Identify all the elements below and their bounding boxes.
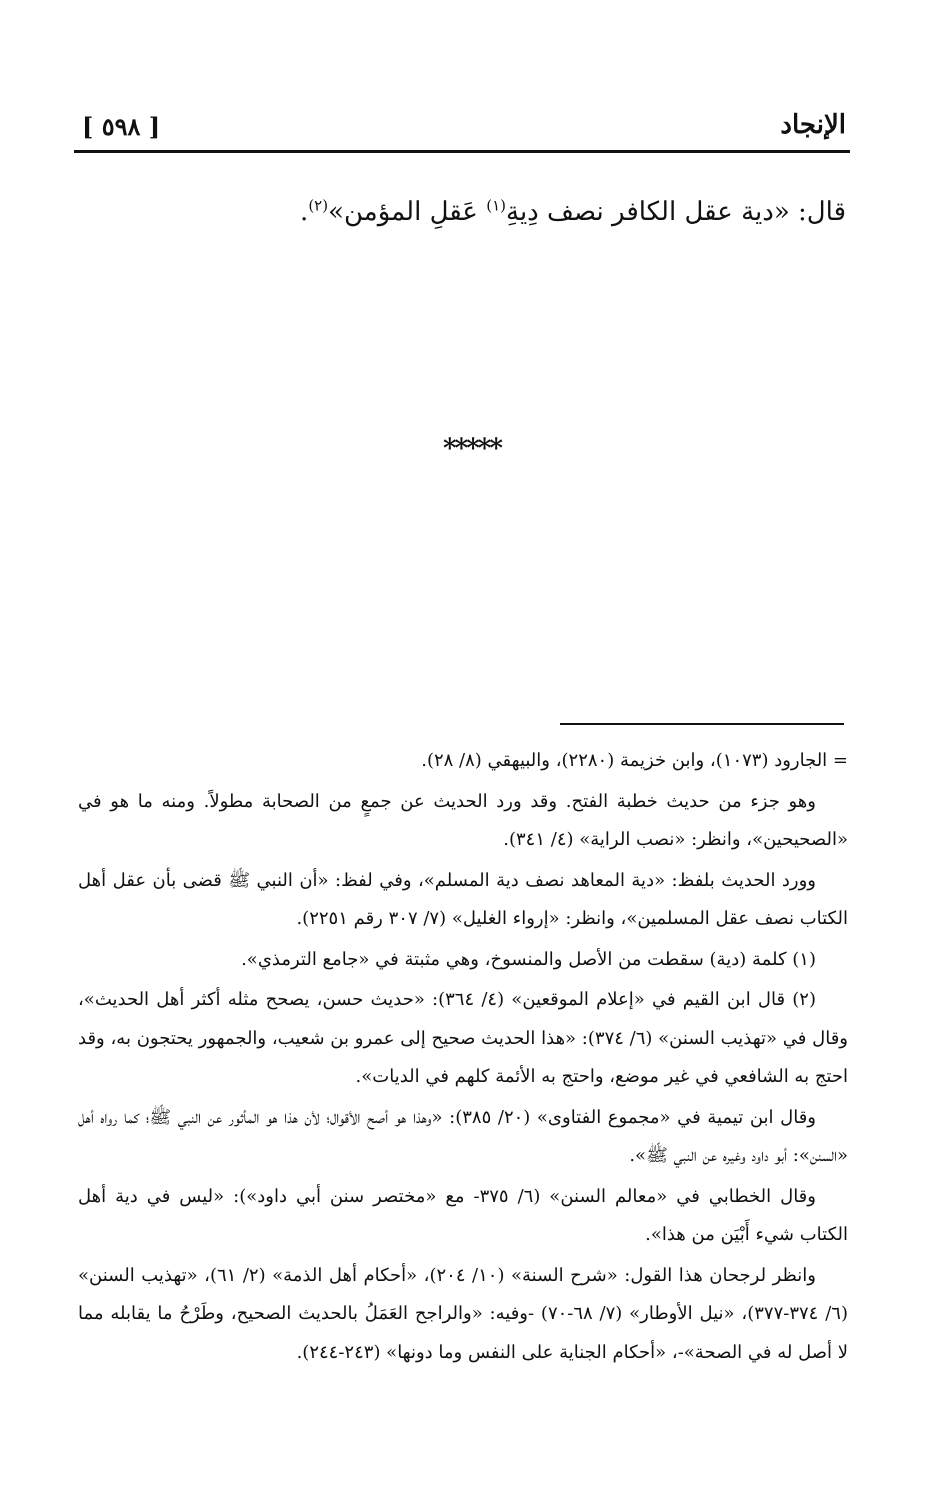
- page-number: [ ٥٩٨ ]: [82, 112, 161, 141]
- running-title: الإنجاد: [780, 110, 846, 140]
- main-text-part-2: عَقلِ المؤمن»: [328, 197, 487, 227]
- page-header: [74, 108, 850, 152]
- footnote-ref-2: (٢): [308, 196, 329, 215]
- section-separator: *****: [443, 434, 501, 464]
- header-rule: [74, 150, 850, 153]
- footnote-2-paragraph: وقال الخطابي في «معالم السنن» (٦/ ٣٧٥- مع «مختصر سنن أبي داود»): «ليس في دية أهل الكتاب شيء أَبْيَن من هذا».: [78, 1185, 848, 1245]
- footnote-continuation: = الجارود (١٠٧٣)، وابن خزيمة (٢٢٨٠)، والبيهقي (٨/ ٢٨).: [421, 750, 848, 771]
- footnote-paragraph: وورد الحديث بلفظ: «دية المعاهد نصف دية المسلم»، وفي لفظ: «أن النبي ﷺ قضى بأن عقل أهل الكتاب نصف عقل المسلمين»، وانظر: «إرواء الغليل» (٧/ ٣٠٧ رقم ٢٢٥١).: [78, 869, 848, 929]
- main-text-part-3: .: [300, 197, 309, 227]
- footnote-2-paragraph: وقال ابن تيمية في «مجموع الفتاوى» (٢٠/ ٣٨٥): «وهذا هو أصح الأقوال؛ لأن هذا هو المأثور عن النبي ﷺ؛ كما رواه أهل «السنن»: أبو داود وغيره عن النبي ﷺ».: [78, 1106, 848, 1166]
- footnote-paragraph: وهو جزء من حديث خطبة الفتح. وقد ورد الحديث عن جمعٍ من الصحابة مطولاً. ومنه ما هو في «الصحيحين»، وانظر: «نصب الراية» (٤/ ٣٤١).: [78, 790, 848, 850]
- main-text: [120, 190, 846, 234]
- footnote-1: (١) كلمة (دية) سقطت من الأصل والمنسوخ، وهي مثبتة في «جامع الترمذي».: [241, 948, 816, 970]
- footnote-2-paragraph: وانظر لرجحان هذا القول: «شرح السنة» (١٠/ ٢٠٤)، «أحكام أهل الذمة» (٢/ ٦١)، «تهذيب السنن» (٦/ ٣٧٤-٣٧٧)، «نيل الأوطار» (٧/ ٦٨-٧٠) -وفيه: «والراجح العَمَلُ بالحديث الصحيح، وطَرْحُ ما يقابله مما لا أصل له في الصحة»-، «أحكام الجناية على النفس وما دونها» (٢٤٣-٢٤٤).: [78, 1264, 848, 1363]
- footnote-ref-1: (١): [486, 196, 506, 215]
- footnote-2: (٢) قال ابن القيم في «إعلام الموقعين» (٤/ ٣٦٤): «حديث حسن، يصحح مثله أكثر أهل الحديث»، وقال في «تهذيب السنن» (٦/ ٣٧٤): «هذا الحديث صحيح إلى عمرو بن شعيب، والجمهور يحتجون به، وقد احتج به الشافعي في غير موضع، واحتج به الأئمة كلهم في الديات».: [78, 989, 848, 1087]
- footnote-rule: [560, 723, 844, 725]
- footnotes: [78, 742, 848, 1372]
- main-text-part-1: قال: «دية عقل الكافر نصف دِيةِ: [506, 197, 846, 227]
